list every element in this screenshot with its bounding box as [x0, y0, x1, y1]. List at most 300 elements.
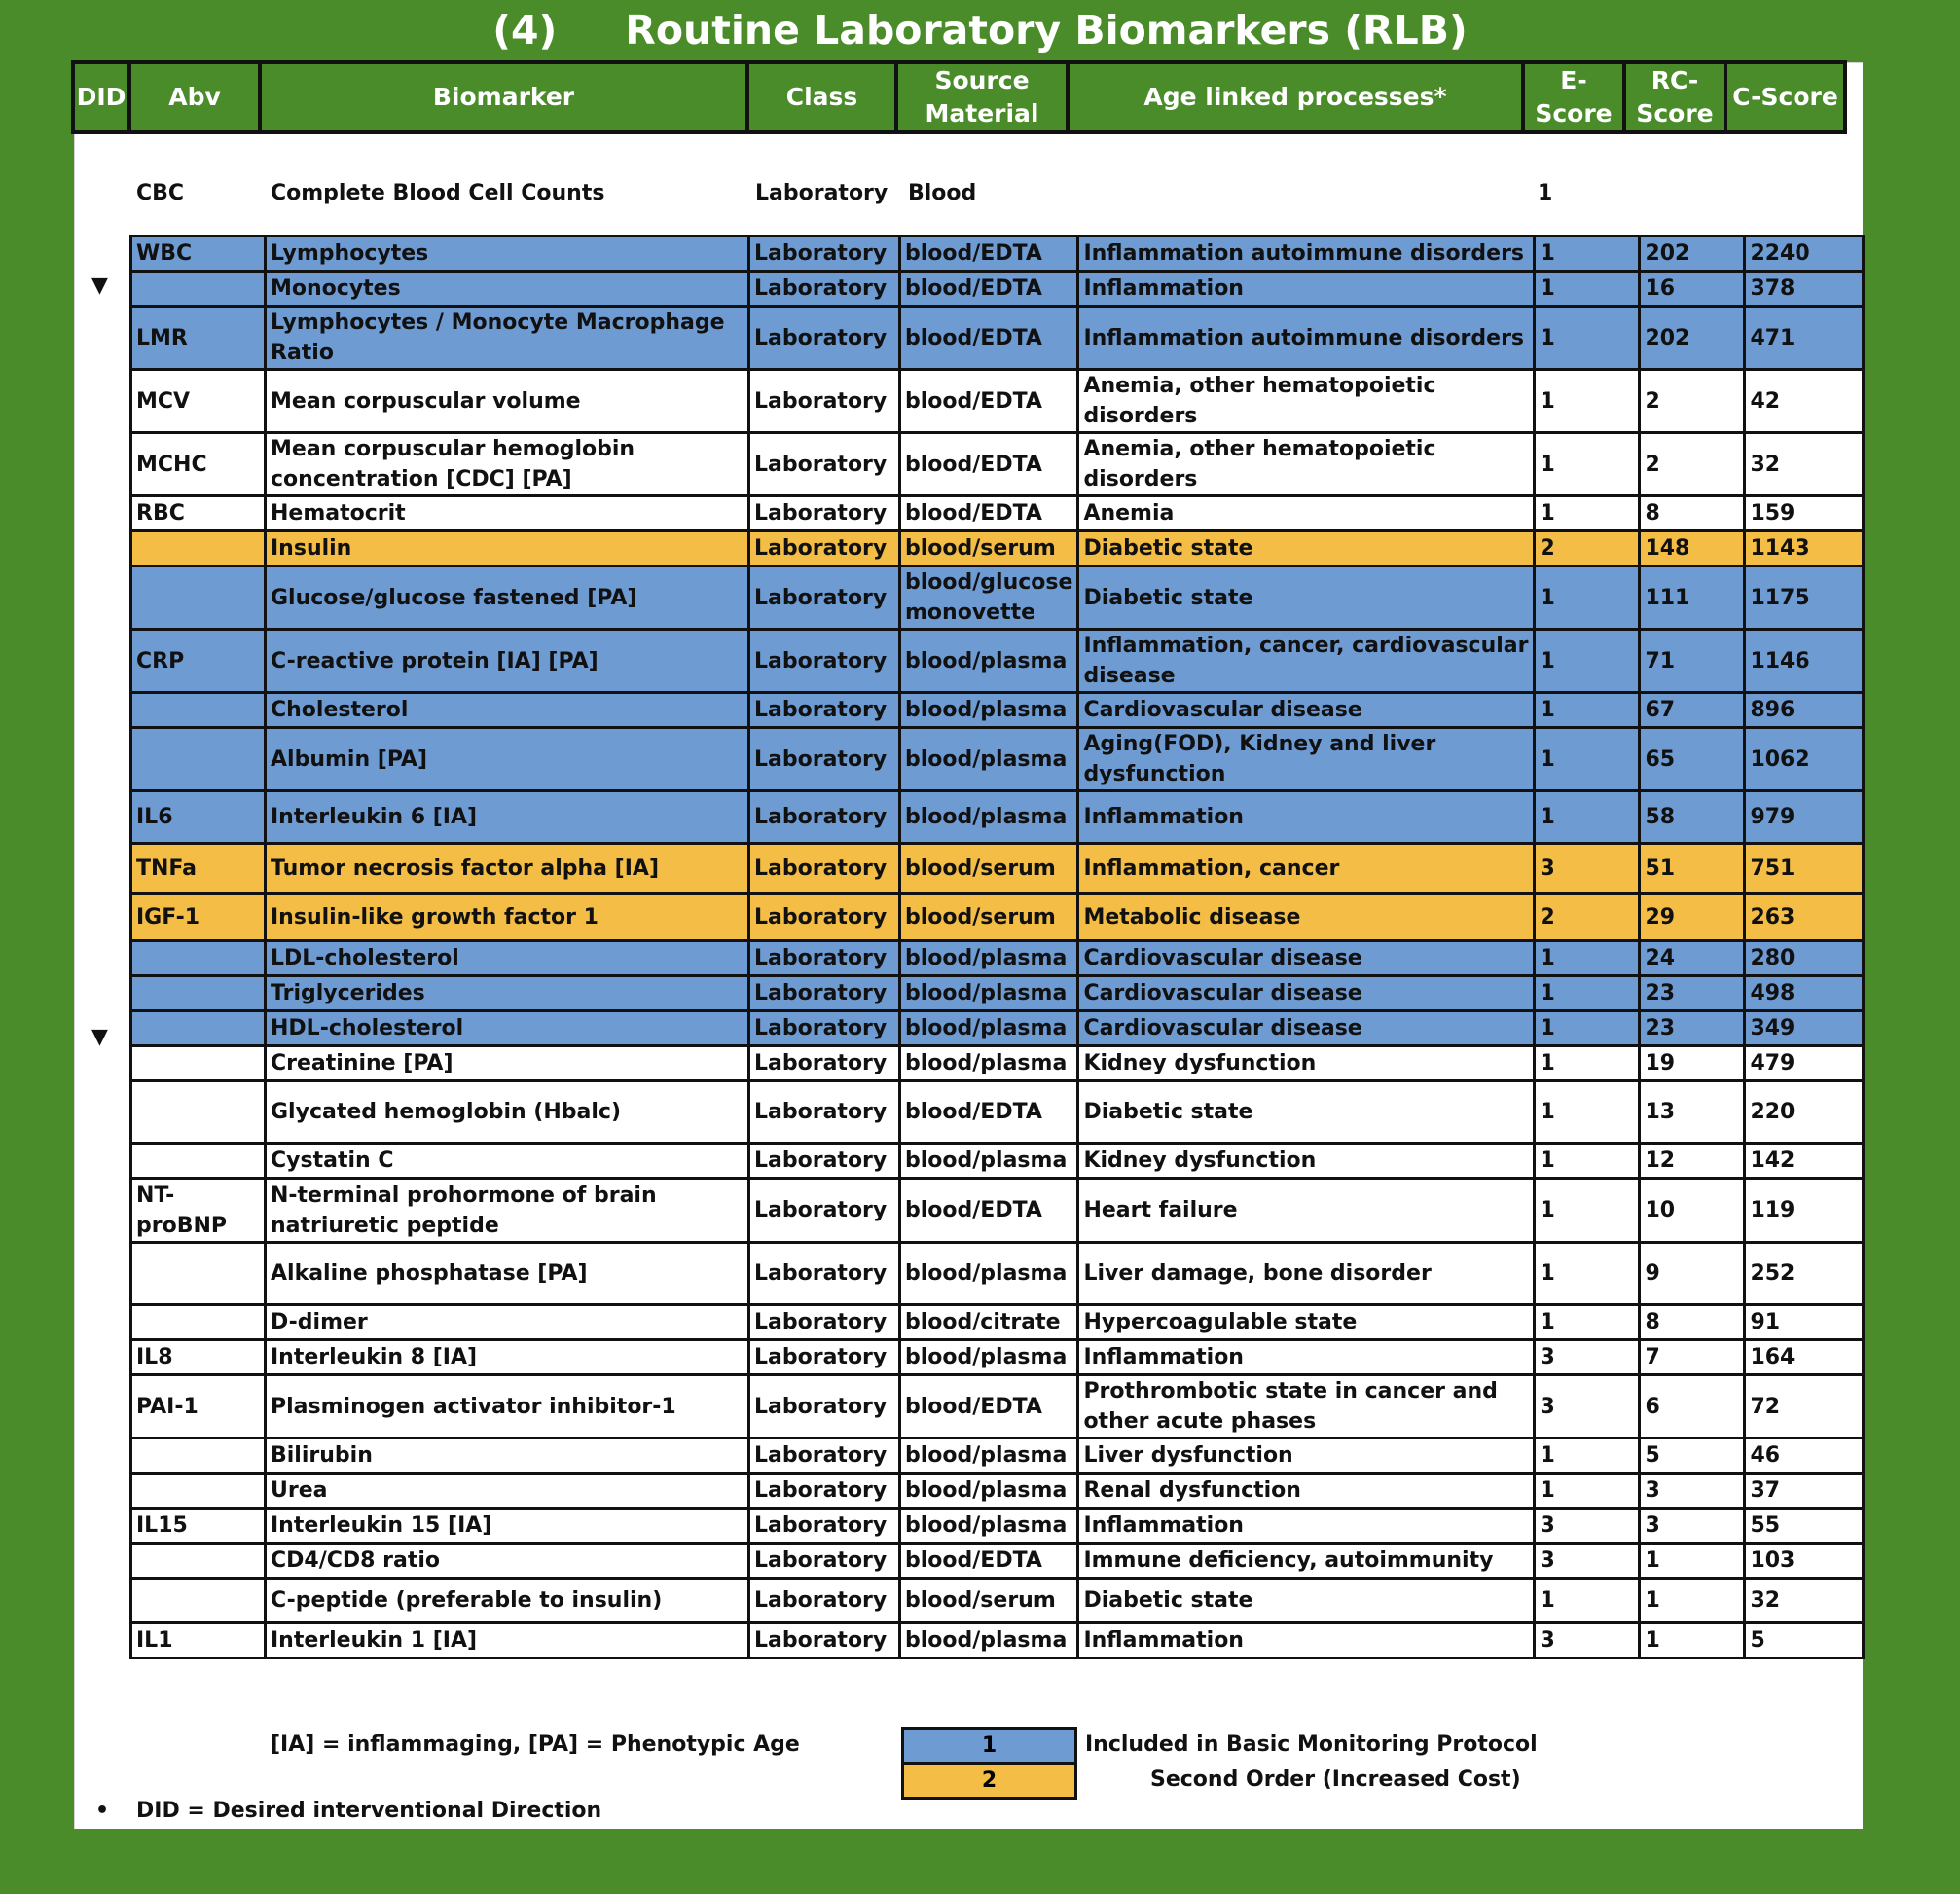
abv-cell[interactable] [131, 693, 266, 728]
col-process[interactable]: Age linked processes* [1068, 62, 1523, 132]
escore-cell[interactable]: 1 [1535, 272, 1640, 307]
table-row[interactable] [131, 433, 1864, 496]
biomarker-cell[interactable]: Cystatin C [266, 1144, 749, 1179]
rcscore-cell[interactable]: 1 [1640, 1623, 1745, 1658]
rcscore-cell[interactable]: 23 [1640, 976, 1745, 1011]
source-cell[interactable]: blood/EDTA [900, 1544, 1078, 1579]
escore-cell[interactable]: 1 [1535, 791, 1640, 844]
biomarker-cell[interactable]: Mean corpuscular volume [266, 370, 749, 433]
process-cell[interactable]: Inflammation, cancer, cardiovascular disease [1078, 630, 1535, 693]
rcscore-cell[interactable]: 24 [1640, 941, 1745, 976]
source-cell[interactable]: blood/serum [900, 531, 1078, 566]
cscore-cell[interactable]: 979 [1745, 791, 1864, 844]
source-cell[interactable]: blood/EDTA [900, 433, 1078, 496]
biomarker-cell[interactable]: Monocytes [266, 272, 749, 307]
cscore-cell[interactable]: 32 [1745, 1579, 1864, 1623]
cscore-cell[interactable]: 252 [1745, 1243, 1864, 1305]
class-cell[interactable]: Laboratory [749, 1544, 900, 1579]
class-cell[interactable]: Laboratory [749, 307, 900, 370]
rcscore-cell[interactable]: 202 [1640, 237, 1745, 272]
process-cell[interactable]: Cardiovascular disease [1078, 941, 1535, 976]
class-cell[interactable]: Laboratory [749, 1474, 900, 1509]
escore-cell[interactable]: 1 [1535, 496, 1640, 531]
class-cell[interactable]: Laboratory [749, 894, 900, 941]
source-cell[interactable]: blood/citrate [900, 1305, 1078, 1340]
source-cell[interactable]: blood/EDTA [900, 237, 1078, 272]
escore-cell[interactable]: 1 [1535, 1474, 1640, 1509]
class-cell[interactable]: Laboratory [749, 630, 900, 693]
escore-cell[interactable]: 1 [1535, 433, 1640, 496]
col-did[interactable]: DID [73, 62, 129, 132]
rcscore-cell[interactable]: 7 [1640, 1340, 1745, 1375]
table-row[interactable] [131, 370, 1864, 433]
escore-cell[interactable]: 1 [1535, 1179, 1640, 1243]
cscore-cell[interactable]: 280 [1745, 941, 1864, 976]
process-cell[interactable]: Renal dysfunction [1078, 1474, 1535, 1509]
table-row[interactable] [131, 1579, 1864, 1623]
escore-cell[interactable]: 3 [1535, 1375, 1640, 1439]
source-cell[interactable]: blood/plasma [900, 1046, 1078, 1081]
escore-cell[interactable]: 1 [1535, 1579, 1640, 1623]
class-cell[interactable]: Laboratory [749, 1144, 900, 1179]
escore-cell[interactable]: 3 [1535, 1623, 1640, 1658]
abv-cell[interactable] [131, 1081, 266, 1144]
process-cell[interactable]: Inflammation [1078, 1340, 1535, 1375]
biomarker-cell[interactable]: Interleukin 8 [IA] [266, 1340, 749, 1375]
process-cell[interactable]: Metabolic disease [1078, 894, 1535, 941]
source-cell[interactable]: blood/EDTA [900, 1375, 1078, 1439]
cscore-cell[interactable]: 263 [1745, 894, 1864, 941]
cscore-cell[interactable]: 119 [1745, 1179, 1864, 1243]
process-cell[interactable]: Kidney dysfunction [1078, 1144, 1535, 1179]
legend-blue-label: Included in Basic Monitoring Protocol [1085, 1732, 1538, 1757]
did-arrow-icon: ▼ [91, 273, 108, 298]
biomarker-cell[interactable]: HDL-cholesterol [266, 1011, 749, 1046]
table-row[interactable] [131, 1144, 1864, 1179]
escore-cell[interactable]: 1 [1535, 1011, 1640, 1046]
class-cell[interactable]: Laboratory [749, 1340, 900, 1375]
biomarker-cell[interactable]: Plasminogen activator inhibitor-1 [266, 1375, 749, 1439]
cscore-cell[interactable]: 896 [1745, 693, 1864, 728]
class-cell[interactable]: Laboratory [749, 728, 900, 791]
process-cell[interactable]: Anemia, other hematopoietic disorders [1078, 370, 1535, 433]
biomarker-cell[interactable]: CD4/CD8 ratio [266, 1544, 749, 1579]
biomarker-cell[interactable]: Bilirubin [266, 1439, 749, 1474]
rcscore-cell[interactable]: 1 [1640, 1579, 1745, 1623]
cbc-source: Blood [908, 181, 977, 205]
table-row[interactable] [131, 566, 1864, 630]
process-cell[interactable]: Cardiovascular disease [1078, 1011, 1535, 1046]
process-cell[interactable]: Anemia, other hematopoietic disorders [1078, 433, 1535, 496]
class-cell[interactable]: Laboratory [749, 1305, 900, 1340]
process-cell[interactable]: Inflammation [1078, 791, 1535, 844]
escore-cell[interactable]: 1 [1535, 1305, 1640, 1340]
cscore-cell[interactable]: 349 [1745, 1011, 1864, 1046]
process-cell[interactable]: Immune deficiency, autoimmunity [1078, 1544, 1535, 1579]
abv-cell[interactable] [131, 1144, 266, 1179]
table-row[interactable] [131, 1046, 1864, 1081]
cscore-cell[interactable]: 46 [1745, 1439, 1864, 1474]
class-cell[interactable]: Laboratory [749, 1579, 900, 1623]
table-row[interactable] [131, 1340, 1864, 1375]
process-cell[interactable]: Inflammation, cancer [1078, 844, 1535, 894]
col-source[interactable]: Source Material [896, 62, 1068, 132]
class-cell[interactable]: Laboratory [749, 791, 900, 844]
source-cell[interactable]: blood/plasma [900, 693, 1078, 728]
process-cell[interactable]: Inflammation autoimmune disorders [1078, 237, 1535, 272]
source-cell[interactable]: blood/plasma [900, 1509, 1078, 1544]
biomarker-cell[interactable]: Cholesterol [266, 693, 749, 728]
cscore-cell[interactable]: 159 [1745, 496, 1864, 531]
rcscore-cell[interactable]: 8 [1640, 496, 1745, 531]
abv-cell[interactable]: IL8 [131, 1340, 266, 1375]
cscore-cell[interactable]: 1175 [1745, 566, 1864, 630]
escore-cell[interactable]: 1 [1535, 1046, 1640, 1081]
table-row[interactable] [131, 844, 1864, 894]
cscore-cell[interactable]: 471 [1745, 307, 1864, 370]
cscore-cell[interactable]: 1062 [1745, 728, 1864, 791]
rcscore-cell[interactable]: 23 [1640, 1011, 1745, 1046]
class-cell[interactable]: Laboratory [749, 693, 900, 728]
abv-cell[interactable] [131, 1474, 266, 1509]
table-row[interactable] [131, 272, 1864, 307]
abv-cell[interactable]: LMR [131, 307, 266, 370]
rcscore-cell[interactable]: 3 [1640, 1474, 1745, 1509]
rcscore-cell[interactable]: 202 [1640, 307, 1745, 370]
abv-cell[interactable]: IL15 [131, 1509, 266, 1544]
abv-cell[interactable] [131, 1439, 266, 1474]
escore-cell[interactable]: 3 [1535, 1509, 1640, 1544]
source-cell[interactable]: blood/serum [900, 894, 1078, 941]
abv-cell[interactable] [131, 1243, 266, 1305]
abbrev-note: [IA] = inflammaging, [PA] = Phenotypic Age [271, 1732, 800, 1757]
table-row[interactable] [131, 1179, 1864, 1243]
process-cell[interactable]: Hypercoagulable state [1078, 1305, 1535, 1340]
rcscore-cell[interactable]: 9 [1640, 1243, 1745, 1305]
col-abv[interactable]: Abv [129, 62, 260, 132]
cscore-cell[interactable]: 55 [1745, 1509, 1864, 1544]
cscore-cell[interactable]: 1146 [1745, 630, 1864, 693]
abv-cell[interactable]: IGF-1 [131, 894, 266, 941]
process-cell[interactable]: Liver dysfunction [1078, 1439, 1535, 1474]
rcscore-cell[interactable]: 10 [1640, 1179, 1745, 1243]
abv-cell[interactable]: NT-proBNP [131, 1179, 266, 1243]
cscore-cell[interactable]: 164 [1745, 1340, 1864, 1375]
biomarker-cell[interactable]: Glucose/glucose fastened [PA] [266, 566, 749, 630]
process-cell[interactable]: Cardiovascular disease [1078, 976, 1535, 1011]
table-row[interactable] [131, 307, 1864, 370]
abv-cell[interactable] [131, 941, 266, 976]
source-cell[interactable]: blood/plasma [900, 728, 1078, 791]
biomarker-cell[interactable]: Interleukin 1 [IA] [266, 1623, 749, 1658]
abv-cell[interactable] [131, 1544, 266, 1579]
class-cell[interactable]: Laboratory [749, 844, 900, 894]
biomarker-cell[interactable]: Interleukin 15 [IA] [266, 1509, 749, 1544]
biomarker-cell[interactable]: Albumin [PA] [266, 728, 749, 791]
rcscore-cell[interactable]: 1 [1640, 1544, 1745, 1579]
process-cell[interactable]: Anemia [1078, 496, 1535, 531]
table-row[interactable] [131, 1375, 1864, 1439]
class-cell[interactable]: Laboratory [749, 370, 900, 433]
table-row[interactable] [131, 1439, 1864, 1474]
cscore-cell[interactable]: 32 [1745, 433, 1864, 496]
abv-cell[interactable] [131, 976, 266, 1011]
rcscore-cell[interactable]: 2 [1640, 370, 1745, 433]
biomarker-cell[interactable]: Lymphocytes / Monocyte Macrophage Ratio [266, 307, 749, 370]
biomarker-cell[interactable]: N-terminal prohormone of brain natriuretic peptide [266, 1179, 749, 1243]
rcscore-cell[interactable]: 2 [1640, 433, 1745, 496]
class-cell[interactable]: Laboratory [749, 566, 900, 630]
biomarker-cell[interactable]: Mean corpuscular hemoglobin concentration [CDC] [PA] [266, 433, 749, 496]
abv-cell[interactable]: IL6 [131, 791, 266, 844]
cscore-cell[interactable]: 498 [1745, 976, 1864, 1011]
rcscore-cell[interactable]: 148 [1640, 531, 1745, 566]
rcscore-cell[interactable]: 71 [1640, 630, 1745, 693]
rcscore-cell[interactable]: 19 [1640, 1046, 1745, 1081]
table-row[interactable] [131, 1544, 1864, 1579]
table-row[interactable] [131, 941, 1864, 976]
abv-cell[interactable]: TNFa [131, 844, 266, 894]
biomarker-cell[interactable]: C-peptide (preferable to insulin) [266, 1579, 749, 1623]
table-row[interactable] [131, 791, 1864, 844]
escore-cell[interactable]: 1 [1535, 370, 1640, 433]
class-cell[interactable]: Laboratory [749, 1439, 900, 1474]
abv-cell[interactable] [131, 272, 266, 307]
abv-cell[interactable] [131, 1305, 266, 1340]
abv-cell[interactable] [131, 531, 266, 566]
process-cell[interactable]: Diabetic state [1078, 1579, 1535, 1623]
table-row[interactable] [131, 1509, 1864, 1544]
bullet: • [95, 1799, 110, 1823]
class-cell[interactable]: Laboratory [749, 433, 900, 496]
class-cell[interactable]: Laboratory [749, 1081, 900, 1144]
source-cell[interactable]: blood/plasma [900, 976, 1078, 1011]
rcscore-cell[interactable]: 51 [1640, 844, 1745, 894]
cbc-escore: 1 [1538, 181, 1553, 205]
table-row[interactable] [131, 894, 1864, 941]
table-row[interactable] [131, 1623, 1864, 1658]
table-row[interactable] [131, 1474, 1864, 1509]
cscore-cell[interactable]: 1143 [1745, 531, 1864, 566]
source-cell[interactable]: blood/plasma [900, 1623, 1078, 1658]
abv-cell[interactable]: WBC [131, 237, 266, 272]
biomarker-cell[interactable]: LDL-cholesterol [266, 941, 749, 976]
abv-cell[interactable]: PAI-1 [131, 1375, 266, 1439]
class-cell[interactable]: Laboratory [749, 531, 900, 566]
col-escore[interactable]: E-Score [1523, 62, 1624, 132]
table-row[interactable] [131, 976, 1864, 1011]
rcscore-cell[interactable]: 111 [1640, 566, 1745, 630]
table-row[interactable] [131, 728, 1864, 791]
source-cell[interactable]: blood/EDTA [900, 307, 1078, 370]
cscore-cell[interactable]: 72 [1745, 1375, 1864, 1439]
class-cell[interactable]: Laboratory [749, 1509, 900, 1544]
table-row[interactable] [131, 531, 1864, 566]
biomarker-cell[interactable]: Urea [266, 1474, 749, 1509]
col-biomarker[interactable]: Biomarker [260, 62, 747, 132]
source-cell[interactable]: blood/plasma [900, 1243, 1078, 1305]
rcscore-cell[interactable]: 67 [1640, 693, 1745, 728]
class-cell[interactable]: Laboratory [749, 1011, 900, 1046]
rcscore-cell[interactable]: 13 [1640, 1081, 1745, 1144]
source-cell[interactable]: blood/plasma [900, 941, 1078, 976]
source-cell[interactable]: blood/plasma [900, 791, 1078, 844]
table-row[interactable] [131, 496, 1864, 531]
process-cell[interactable]: Inflammation [1078, 1509, 1535, 1544]
did-arrow-icon: ▼ [91, 1025, 108, 1049]
biomarker-cell[interactable]: Creatinine [PA] [266, 1046, 749, 1081]
source-cell[interactable]: blood/EDTA [900, 370, 1078, 433]
biomarker-cell[interactable]: C-reactive protein [IA] [PA] [266, 630, 749, 693]
cbc-biomarker: Complete Blood Cell Counts [271, 181, 605, 205]
escore-cell[interactable]: 1 [1535, 237, 1640, 272]
source-cell[interactable]: blood/EDTA [900, 1081, 1078, 1144]
rcscore-cell[interactable]: 8 [1640, 1305, 1745, 1340]
class-cell[interactable]: Laboratory [749, 1375, 900, 1439]
abv-cell[interactable] [131, 566, 266, 630]
abv-cell[interactable] [131, 1011, 266, 1046]
escore-cell[interactable]: 1 [1535, 941, 1640, 976]
cscore-cell[interactable]: 378 [1745, 272, 1864, 307]
biomarker-cell[interactable]: Interleukin 6 [IA] [266, 791, 749, 844]
source-cell[interactable]: blood/serum [900, 844, 1078, 894]
rcscore-cell[interactable]: 6 [1640, 1375, 1745, 1439]
process-cell[interactable]: Diabetic state [1078, 531, 1535, 566]
escore-cell[interactable]: 1 [1535, 307, 1640, 370]
biomarker-table [129, 235, 1865, 1659]
class-cell[interactable]: Laboratory [749, 941, 900, 976]
process-cell[interactable]: Kidney dysfunction [1078, 1046, 1535, 1081]
class-cell[interactable]: Laboratory [749, 272, 900, 307]
source-cell[interactable]: blood/plasma [900, 1439, 1078, 1474]
escore-cell[interactable]: 3 [1535, 1544, 1640, 1579]
process-cell[interactable]: Prothrombotic state in cancer and other acute phases [1078, 1375, 1535, 1439]
biomarker-cell[interactable]: Alkaline phosphatase [PA] [266, 1243, 749, 1305]
process-cell[interactable]: Liver damage, bone disorder [1078, 1243, 1535, 1305]
cscore-cell[interactable]: 220 [1745, 1081, 1864, 1144]
process-cell[interactable]: Inflammation [1078, 1623, 1535, 1658]
abv-cell[interactable]: CRP [131, 630, 266, 693]
process-cell[interactable]: Diabetic state [1078, 1081, 1535, 1144]
escore-cell[interactable]: 1 [1535, 1439, 1640, 1474]
rcscore-cell[interactable]: 12 [1640, 1144, 1745, 1179]
table-row[interactable] [131, 630, 1864, 693]
source-cell[interactable]: blood/EDTA [900, 272, 1078, 307]
biomarker-cell[interactable]: D-dimer [266, 1305, 749, 1340]
escore-cell[interactable]: 3 [1535, 1340, 1640, 1375]
process-cell[interactable]: Cardiovascular disease [1078, 693, 1535, 728]
rcscore-cell[interactable]: 5 [1640, 1439, 1745, 1474]
abv-cell[interactable] [131, 728, 266, 791]
source-cell[interactable]: blood/plasma [900, 630, 1078, 693]
class-cell[interactable]: Laboratory [749, 1046, 900, 1081]
process-cell[interactable]: Inflammation [1078, 272, 1535, 307]
escore-cell[interactable]: 1 [1535, 728, 1640, 791]
abv-cell[interactable]: IL1 [131, 1623, 266, 1658]
escore-cell[interactable]: 1 [1535, 693, 1640, 728]
escore-cell[interactable]: 2 [1535, 894, 1640, 941]
escore-cell[interactable]: 1 [1535, 976, 1640, 1011]
biomarker-cell[interactable]: Insulin [266, 531, 749, 566]
biomarker-cell[interactable]: Insulin-like growth factor 1 [266, 894, 749, 941]
table-row[interactable] [131, 1081, 1864, 1144]
col-cscore[interactable]: C-Score [1725, 62, 1845, 132]
source-cell[interactable]: blood/EDTA [900, 1179, 1078, 1243]
class-cell[interactable]: Laboratory [749, 1623, 900, 1658]
abv-cell[interactable]: RBC [131, 496, 266, 531]
col-class[interactable]: Class [747, 62, 896, 132]
escore-cell[interactable]: 1 [1535, 1081, 1640, 1144]
biomarker-cell[interactable]: Triglycerides [266, 976, 749, 1011]
source-cell[interactable]: blood/plasma [900, 1474, 1078, 1509]
escore-cell[interactable]: 1 [1535, 630, 1640, 693]
biomarker-cell[interactable]: Hematocrit [266, 496, 749, 531]
class-cell[interactable]: Laboratory [749, 976, 900, 1011]
legend-blue-swatch: 1 [901, 1727, 1077, 1765]
rcscore-cell[interactable]: 65 [1640, 728, 1745, 791]
cscore-cell[interactable]: 5 [1745, 1623, 1864, 1658]
rcscore-cell[interactable]: 29 [1640, 894, 1745, 941]
cscore-cell[interactable]: 103 [1745, 1544, 1864, 1579]
abv-cell[interactable]: MCHC [131, 433, 266, 496]
cscore-cell[interactable]: 479 [1745, 1046, 1864, 1081]
source-cell[interactable]: blood/plasma [900, 1144, 1078, 1179]
col-rcscore[interactable]: RC-Score [1624, 62, 1725, 132]
rcscore-cell[interactable]: 16 [1640, 272, 1745, 307]
escore-cell[interactable]: 1 [1535, 1243, 1640, 1305]
escore-cell[interactable]: 1 [1535, 1144, 1640, 1179]
title-text: Routine Laboratory Biomarkers (RLB) [625, 7, 1468, 54]
abv-cell[interactable] [131, 1579, 266, 1623]
source-cell[interactable]: blood/glucose monovette [900, 566, 1078, 630]
rcscore-cell[interactable]: 3 [1640, 1509, 1745, 1544]
table-row[interactable] [131, 1011, 1864, 1046]
cscore-cell[interactable]: 751 [1745, 844, 1864, 894]
table-row[interactable] [131, 237, 1864, 272]
escore-cell[interactable]: 2 [1535, 531, 1640, 566]
class-cell[interactable]: Laboratory [749, 237, 900, 272]
cscore-cell[interactable]: 2240 [1745, 237, 1864, 272]
rcscore-cell[interactable]: 58 [1640, 791, 1745, 844]
class-cell[interactable]: Laboratory [749, 496, 900, 531]
table-row[interactable] [131, 1305, 1864, 1340]
process-cell[interactable]: Aging(FOD), Kidney and liver dysfunction [1078, 728, 1535, 791]
cscore-cell[interactable]: 91 [1745, 1305, 1864, 1340]
process-cell[interactable]: Heart failure [1078, 1179, 1535, 1243]
class-cell[interactable]: Laboratory [749, 1179, 900, 1243]
page-title [0, 0, 1960, 60]
source-cell[interactable]: blood/serum [900, 1579, 1078, 1623]
cscore-cell[interactable]: 42 [1745, 370, 1864, 433]
source-cell[interactable]: blood/plasma [900, 1340, 1078, 1375]
escore-cell[interactable]: 3 [1535, 844, 1640, 894]
abv-cell[interactable] [131, 1046, 266, 1081]
cscore-cell[interactable]: 142 [1745, 1144, 1864, 1179]
biomarker-cell[interactable]: Tumor necrosis factor alpha [IA] [266, 844, 749, 894]
process-cell[interactable]: Diabetic state [1078, 566, 1535, 630]
biomarker-cell[interactable]: Lymphocytes [266, 237, 749, 272]
table-row[interactable] [131, 1243, 1864, 1305]
source-cell[interactable]: blood/plasma [900, 1011, 1078, 1046]
process-cell[interactable]: Inflammation autoimmune disorders [1078, 307, 1535, 370]
escore-cell[interactable]: 1 [1535, 566, 1640, 630]
biomarker-cell[interactable]: Glycated hemoglobin (Hbalc) [266, 1081, 749, 1144]
cscore-cell[interactable]: 37 [1745, 1474, 1864, 1509]
table-row[interactable] [131, 693, 1864, 728]
abv-cell[interactable]: MCV [131, 370, 266, 433]
source-cell[interactable]: blood/EDTA [900, 496, 1078, 531]
class-cell[interactable]: Laboratory [749, 1243, 900, 1305]
